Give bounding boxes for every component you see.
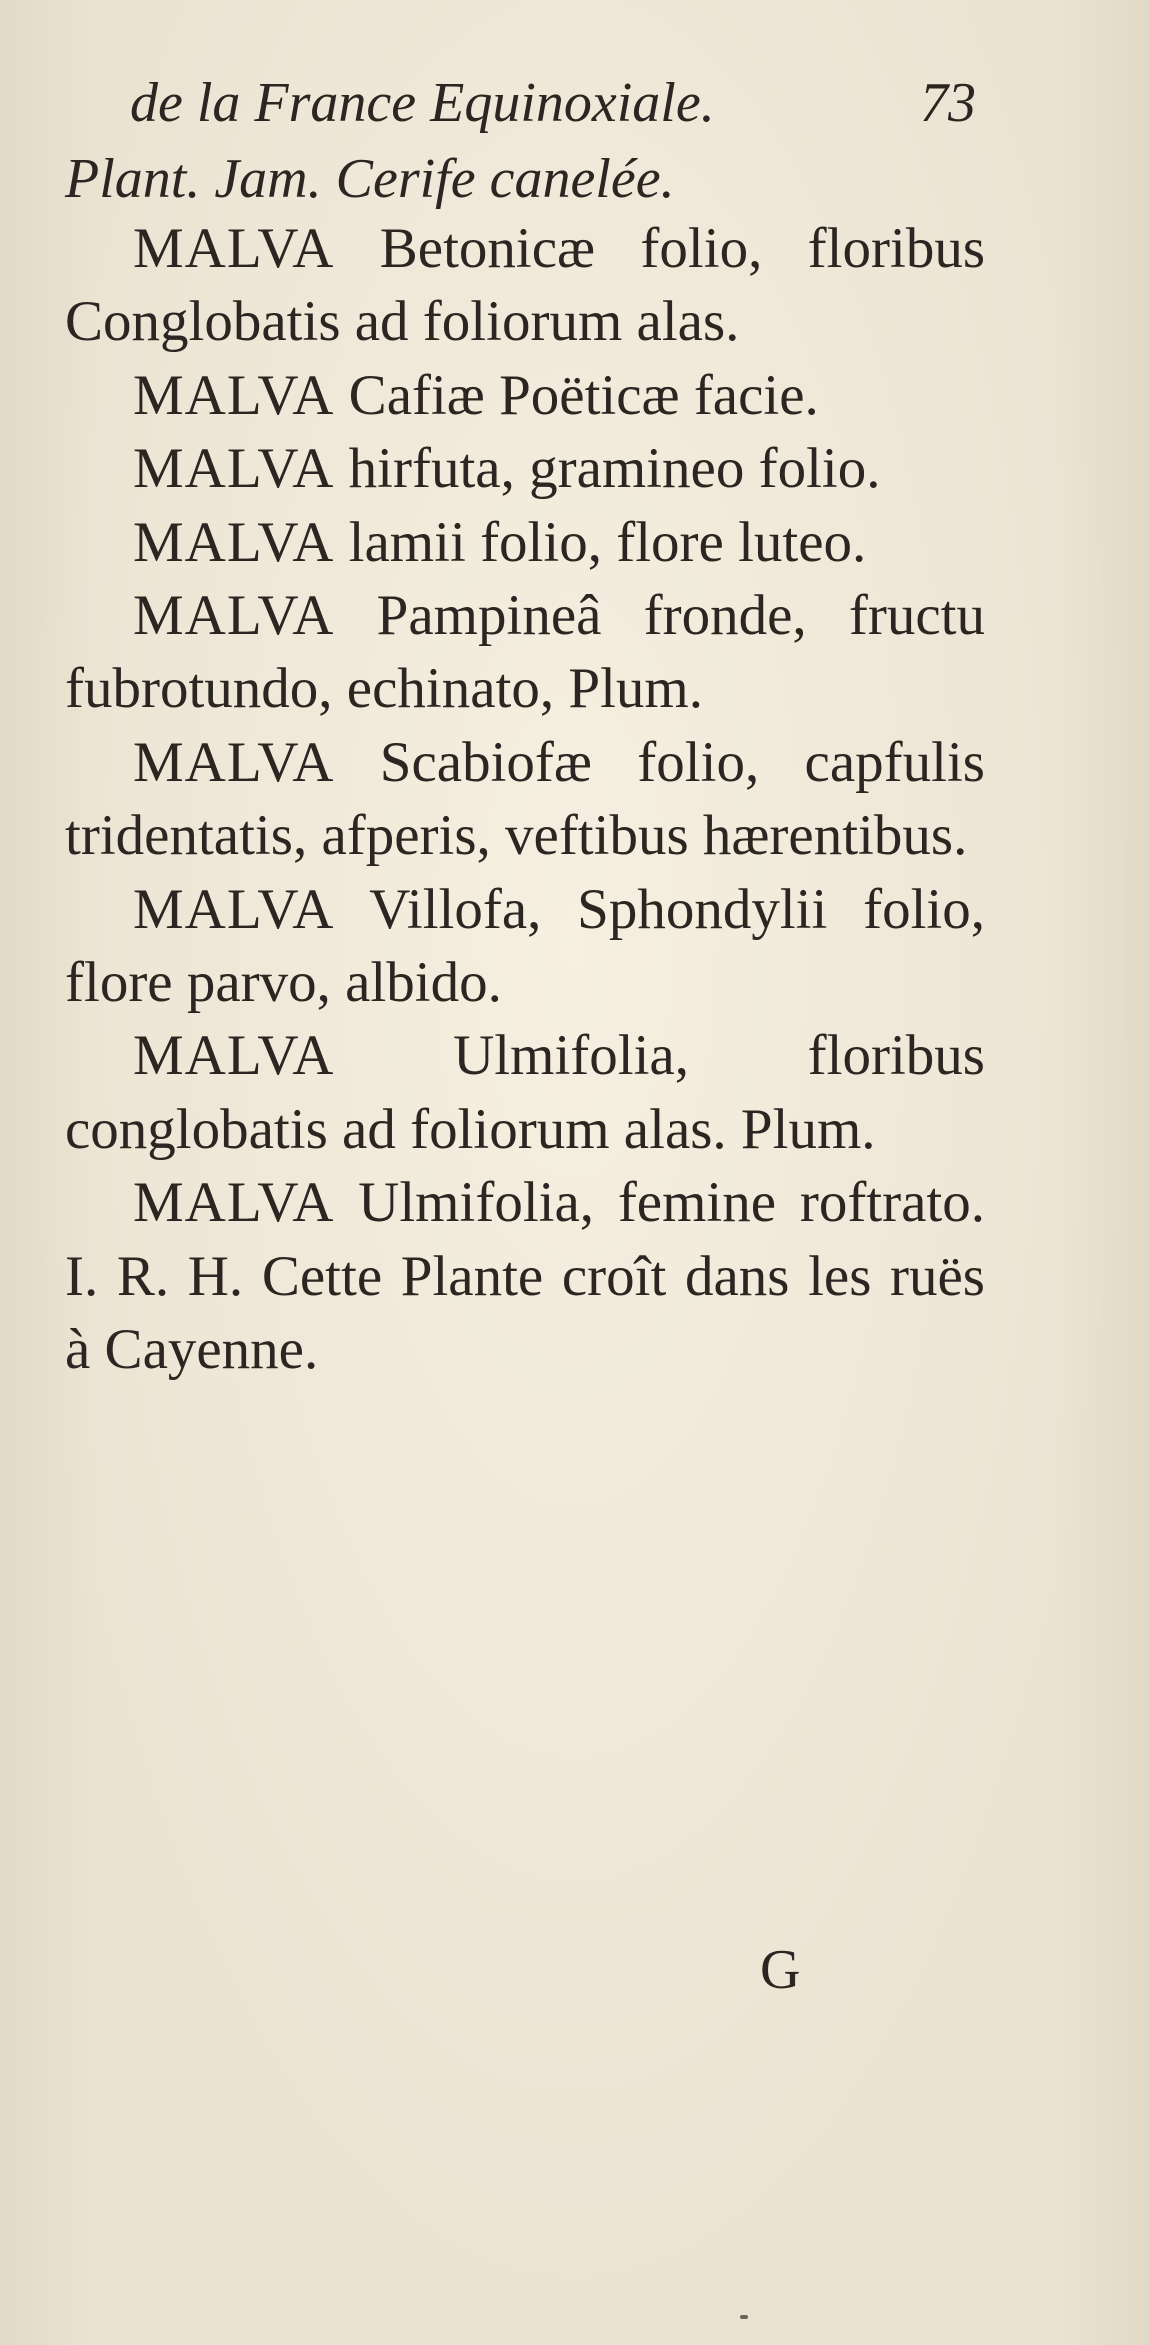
genus-name: MALVA <box>133 510 335 574</box>
page-number: 73 <box>920 72 976 134</box>
species-description: Cafiæ Poëticæ facie. <box>334 363 819 427</box>
signature-mark: G <box>760 1939 801 2001</box>
species-entry <box>65 432 985 505</box>
species-entry <box>65 212 985 359</box>
genus-name: MALVA <box>133 877 335 941</box>
species-description: hirfuta, gramineo folio. <box>334 437 881 501</box>
running-head-title: de la France Equinoxiale. <box>130 72 715 134</box>
species-description: lamii folio, flore luteo. <box>334 510 867 574</box>
running-head <box>130 68 990 138</box>
species-entry <box>65 506 985 579</box>
species-entry <box>65 726 985 873</box>
species-entry <box>65 579 985 726</box>
plant-reference-line: Plant. Jam. Cerife canelée. <box>65 148 675 210</box>
species-description: Ulmifolia, femine roftrato. I. R. H. Cette Plante croît dans les ruës à Cayenne. <box>65 1171 985 1382</box>
species-description: Scabiofæ folio, capfulis tridentatis, afperis, veftibus hærentibus. <box>65 730 985 868</box>
species-entry <box>65 873 985 1020</box>
species-description: Pampineâ fronde, fructu fubrotundo, echinato, Plum. <box>65 584 985 721</box>
genus-name: MALVA <box>133 1024 335 1088</box>
species-description: Betonicæ folio, floribus Conglobatis ad foliorum alas. <box>65 217 985 354</box>
paper-speck <box>740 2315 748 2319</box>
genus-name: MALVA <box>133 217 335 280</box>
species-description: Villofa, Sphondylii folio, flore parvo, albido. <box>65 877 985 1015</box>
genus-name: MALVA <box>133 730 335 794</box>
genus-name: MALVA <box>133 437 335 501</box>
genus-name: MALVA <box>133 584 335 648</box>
genus-name: MALVA <box>133 1171 335 1235</box>
species-description: Ulmifolia, floribus conglobatis ad foliorum alas. Plum. <box>65 1024 985 1161</box>
species-entry <box>65 1019 985 1166</box>
species-entry <box>65 1166 985 1386</box>
species-list <box>65 212 985 1387</box>
genus-name: MALVA <box>133 363 335 427</box>
species-entry <box>65 359 985 432</box>
